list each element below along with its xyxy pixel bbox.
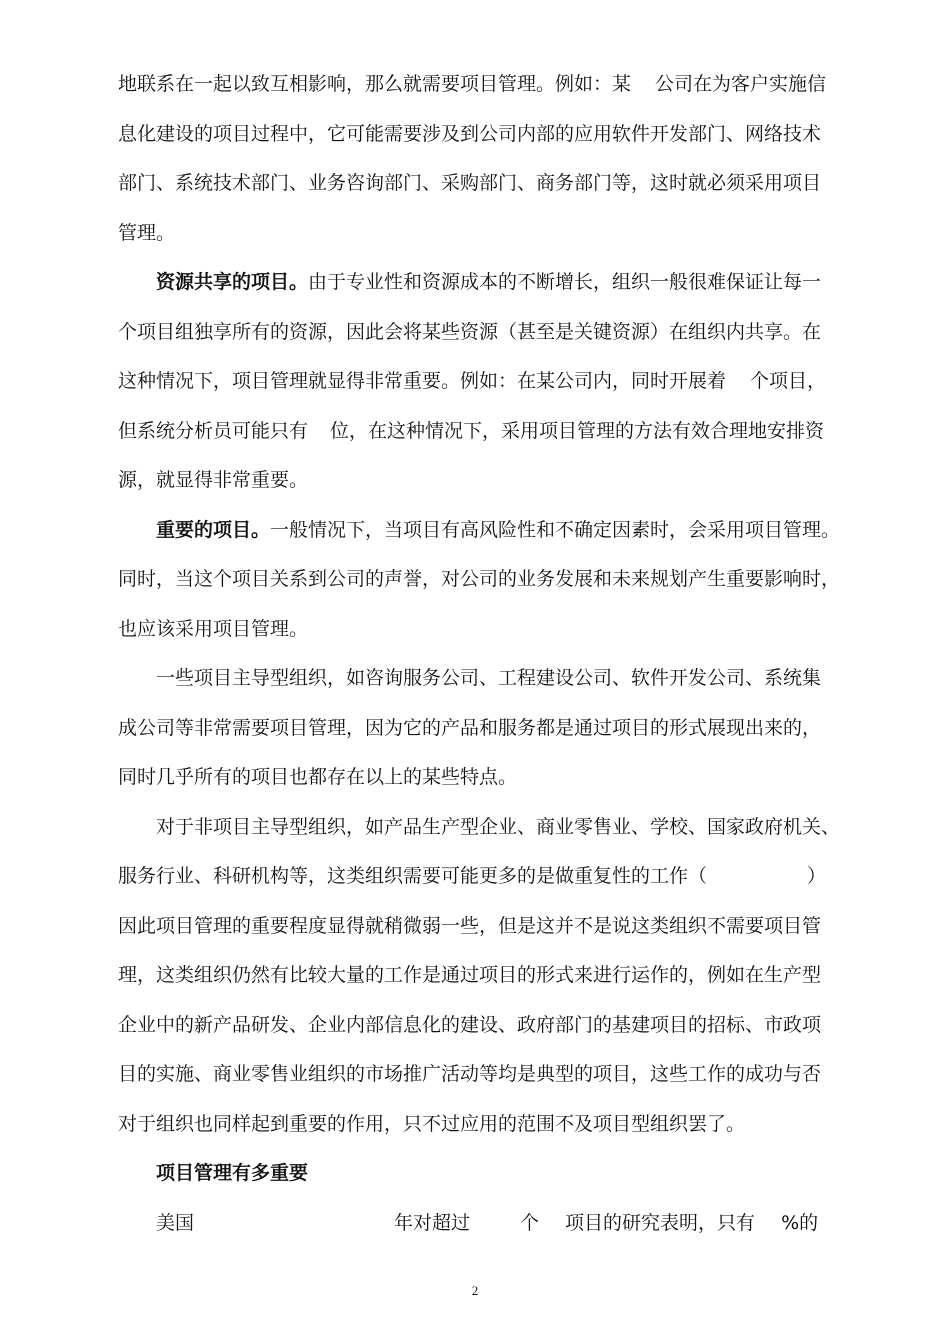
text-fragment: 由于专业性和资源成本的不断增长，组织一般很难保证让每一 — [308, 271, 822, 293]
text-line: 一些项目主导型组织，如咨询服务公司、工程建设公司、软件开发公司、系统集 — [156, 667, 822, 689]
bold-heading: 资源共享的项目。 — [156, 271, 309, 293]
text-fragment: 项目的研究表明，只有 — [565, 1211, 756, 1234]
section-heading — [118, 1149, 838, 1199]
text-line: 管理。 — [118, 221, 176, 244]
text-line: 企业中的新产品研发、企业内部信息化的建设、政府部门的基建项目的招标、市政项 — [118, 1013, 822, 1036]
section-heading-text: 项目管理有多重要 — [156, 1162, 309, 1184]
text-fragment: 个 — [520, 1211, 540, 1234]
text-line — [118, 506, 841, 556]
text-line — [118, 407, 838, 457]
text-line: 部门、系统技术部门、业务咨询部门、采购部门、商务部门等，这时就必须采用项目 — [118, 172, 822, 194]
text-line: 成公司等非常需要项目管理，因为它的产品和服务都是通过项目的形式展现出来的， — [118, 716, 822, 739]
text-line: 也应该采用项目管理。 — [118, 617, 309, 640]
text-line — [118, 258, 838, 308]
text-fragment: 公司在为客户实施信 — [655, 73, 827, 95]
text-fragment: 这种情况下，项目管理就显得非常重要。例如：在某公司内，同时开展着 — [118, 370, 727, 392]
text-fragment: 年对超过 — [394, 1211, 471, 1234]
text-line: 目的实施、商业零售业组织的市场推广活动等均是典型的项目，这些工作的成功与否 — [118, 1063, 822, 1085]
text-line — [118, 852, 838, 902]
body-text — [118, 60, 841, 1248]
text-line: 息化建设的项目过程中，它可能需要涉及到公司内部的应用软件开发部门、网络技术 — [118, 122, 822, 145]
text-line: 个项目组独享所有的资源，因此会将某些资源（甚至是关键资源）在组织内共享。在 — [118, 320, 822, 343]
text-line — [118, 357, 838, 407]
text-line: 理，这类组织仍然有比较大量的工作是通过项目的形式来进行运作的，例如在生产型 — [118, 964, 822, 986]
text-fragment: ） — [807, 865, 827, 887]
text-fragment: 位，在这种情况下，采用项目管理的方法有效合理地安排资 — [330, 419, 825, 442]
bold-heading: 重要的项目。 — [156, 518, 271, 541]
text-line: 对于组织也同样起到重要的作用，只不过应用的范围不及项目型组织罢了。 — [118, 1112, 746, 1135]
text-line: 同时几乎所有的项目也都存在以上的某些特点。 — [118, 766, 518, 788]
text-line — [118, 1199, 838, 1249]
text-line: 因此项目管理的重要程度显得就稍微弱一些，但是这并不是说这类组织不需要项目管 — [118, 914, 822, 937]
text-line: 源，就显得非常重要。 — [118, 469, 309, 491]
text-line — [118, 60, 838, 110]
text-line: 对于非项目主导型组织，如产品生产型企业、商业零售业、学校、国家政府机关、 — [156, 815, 841, 838]
text-fragment: 但系统分析员可能只有 — [118, 419, 309, 442]
text-line: 同时，当这个项目关系到公司的声誉，对公司的业务发展和未来规划产生重要影响时， — [118, 568, 841, 590]
page-number: 2 — [471, 1283, 479, 1298]
text-fragment: 服务行业、科研机构等，这类组织需要可能更多的是做重复性的工作（ — [118, 865, 708, 887]
text-fragment: 个项目， — [750, 370, 827, 392]
text-fragment: 美国 — [156, 1211, 195, 1234]
text-fragment: %的 — [781, 1211, 819, 1234]
text-fragment: 一般情况下，当项目有高风险性和不确定因素时，会采用项目管理。 — [270, 518, 841, 541]
text-fragment: 地联系在一起以致互相影响，那么就需要项目管理。例如：某 — [118, 73, 632, 95]
